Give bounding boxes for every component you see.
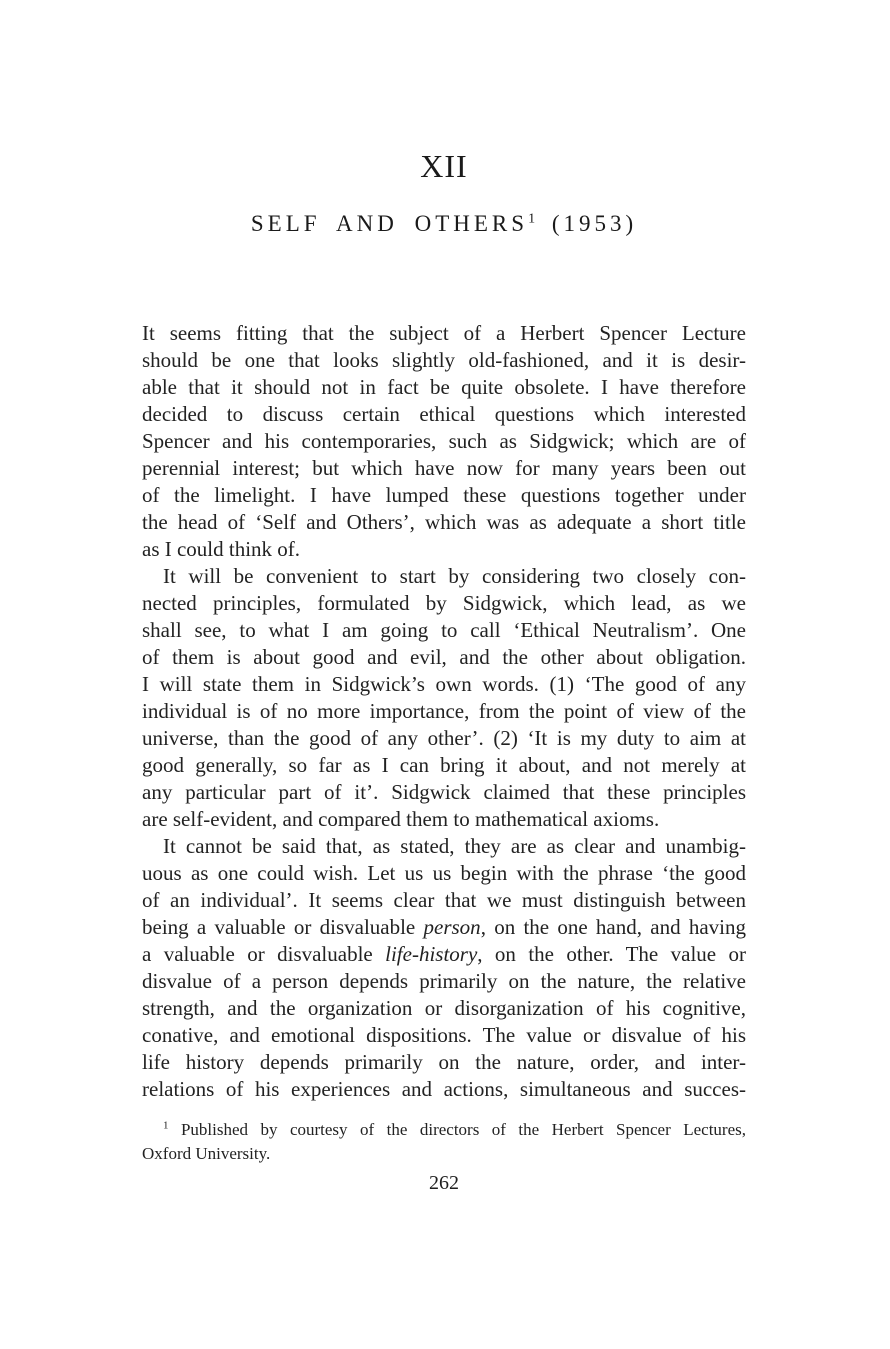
text-line: universe, than the good of any other’. (2) ‘It is my duty to aim at [142, 726, 746, 750]
text-line: any particular part of it’. Sidgwick claimed that these principles [142, 780, 746, 804]
text-line: able that it should not in fact be quite obsolete. I have therefore [142, 375, 746, 399]
text-line: relations of his experiences and actions, simultaneous and succes- [142, 1077, 746, 1101]
text-line: of them is about good and evil, and the other about obligation. [142, 645, 746, 669]
text-line: being a valuable or disvaluable person, on the one hand, and having [142, 915, 746, 939]
footnote-line: $^1$ Published by courtesy of the directors of the Herbert Spencer Lectures, [163, 1119, 746, 1139]
text-line: shall see, to what I am going to call ‘Ethical Neutralism’. One [142, 618, 746, 642]
chapter-title-year: (1953) [535, 211, 638, 236]
chapter-number: XII [420, 148, 468, 184]
body-text [142, 320, 746, 1103]
text-line: strength, and the organization or disorganization of his cognitive, [142, 996, 746, 1020]
text-line: are self-evident, and compared them to mathematical axioms. [142, 807, 660, 831]
text-line: the head of ‘Self and Others’, which was as adequate a short title [142, 510, 746, 534]
text-line: a valuable or disvaluable life-history, on the other. The value or [142, 942, 746, 966]
text-line: It will be convenient to start by considering two closely con- [163, 564, 746, 588]
text-line: conative, and emotional dispositions. The value or disvalue of his [142, 1023, 746, 1047]
text-line: as I could think of. [142, 537, 301, 561]
text-line: life history depends primarily on the nature, order, and inter- [142, 1050, 746, 1074]
text-line: Spencer and his contemporaries, such as Sidgwick; which are of [142, 429, 746, 453]
text-line: It cannot be said that, as stated, they are as clear and unambig- [163, 834, 746, 858]
chapter-title [122, 208, 766, 240]
title-footnote-marker: 1 [528, 211, 536, 227]
footnote-marker: 1 [163, 1119, 169, 1132]
footnote-line: Oxford University. [142, 1144, 271, 1163]
text-line: of the limelight. I have lumped these questions together under [142, 483, 746, 507]
text-line: nected principles, formulated by Sidgwick, which lead, as we [142, 591, 746, 615]
text-line: good generally, so far as I can bring it about, and not merely at [142, 753, 746, 777]
text-line: of an individual’. It seems clear that we must distinguish between [142, 888, 746, 912]
text-line: It seems fitting that the subject of a Herbert Spencer Lecture [142, 321, 746, 345]
text-line: I will state them in Sidgwick’s own words. (1) ‘The good of any [142, 672, 746, 696]
text-line: individual is of no more importance, from the point of view of the [142, 699, 746, 723]
page-number: 262 [429, 1172, 459, 1194]
text-line: should be one that looks slightly old-fashioned, and it is desir- [142, 348, 746, 372]
text-line: decided to discuss certain ethical questions which interested [142, 402, 746, 426]
chapter-title-text: SELF AND OTHERS [250, 211, 529, 236]
text-line: uous as one could wish. Let us us begin with the phrase ‘the good [142, 861, 746, 885]
text-line: disvalue of a person depends primarily on the nature, the relative [142, 969, 746, 993]
footnote [142, 1118, 746, 1166]
text-line: perennial interest; but which have now for many years been out [142, 456, 746, 480]
